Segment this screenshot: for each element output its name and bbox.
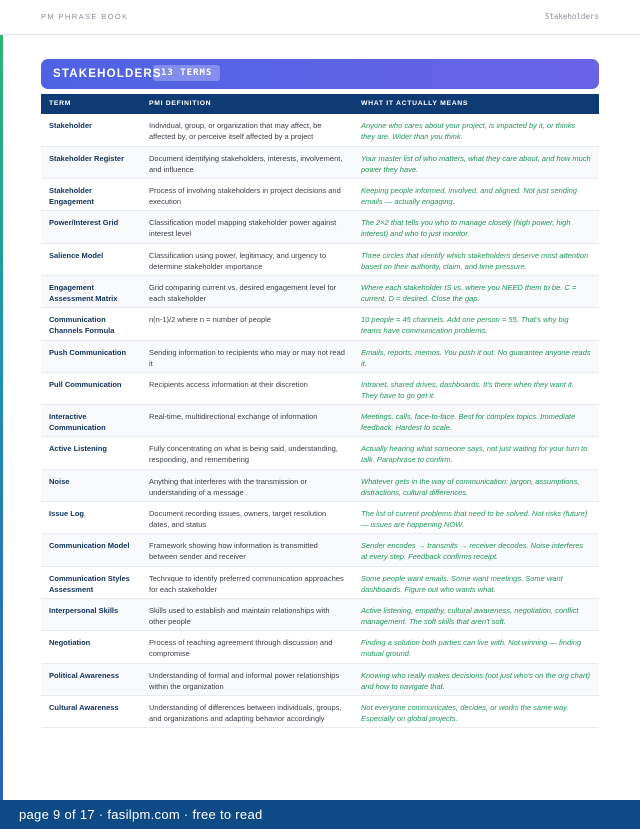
left-accent-bar (0, 34, 3, 800)
definition-cell: Process of involving stakeholders in project decisions and execution (149, 186, 341, 207)
section-title: STAKEHOLDERS (53, 68, 162, 80)
definition-cell: Individual, group, or organization that may affect, be affected by, or perceive itself affected by a project (149, 121, 322, 141)
table-row (41, 405, 599, 437)
table-row (41, 243, 599, 275)
term-cell: Negotiation (49, 638, 91, 648)
meaning-cell: The list of current problems that need to be solved. Not risks (future) — issues are happening NOW. (361, 509, 588, 530)
definition-cell: Understanding of formal and informal power relationships within the organization (149, 670, 340, 691)
meaning-cell: Where each stakeholder IS vs. where you NEED them to be. C = current, D = desired. Close the gap. (361, 282, 577, 303)
table-row (41, 469, 599, 501)
table-row (41, 598, 599, 630)
term-cell: Noise (49, 476, 70, 486)
definition-cell: Anything that interferes with the transmission or understanding of a message (149, 476, 307, 497)
glossary-table (41, 94, 599, 728)
table-row (41, 534, 599, 566)
meaning-cell: Actually hearing what someone says, not just waiting for your turn to talk. Paraphrase to confirm. (361, 444, 588, 465)
term-cell: Engagement Assessment Matrix (49, 282, 118, 303)
table-row (41, 340, 599, 372)
footer-text: page 9 of 17 · fasilpm.com · free to read (19, 807, 263, 822)
term-cell: Issue Log (49, 509, 85, 519)
table-row (41, 695, 599, 727)
table-row (41, 502, 599, 534)
table-row (41, 211, 599, 243)
meaning-cell: Whatever gets in the way of communication: jargon, assumptions, distractions, cultural differences. (361, 476, 580, 497)
term-count-badge: 13 TERMS (153, 65, 220, 81)
meaning-cell: Keeping people informed, involved, and aligned. Not just sending emails — actually engaging. (361, 186, 577, 207)
meaning-cell: Sender encodes → transmits → receiver decodes. Noise interferes at every step. Feedback confirms receipt. (361, 541, 584, 562)
meaning-cell: Three circles that identify which stakeholders deserve most attention based on their authority, claim, and time pressure. (361, 250, 589, 271)
table-row (41, 663, 599, 695)
table-row (41, 179, 599, 211)
table-row (41, 566, 599, 598)
meaning-cell: Emails, reports, memos. You push it out. No guarantee anyone reads it. (361, 347, 591, 368)
column-header-term: TERM (49, 100, 72, 107)
top-header (0, 0, 640, 35)
definition-cell: Recipients access information at their discretion (149, 379, 308, 389)
meaning-cell: Finding a solution both parties can live with. Not winning — finding mutual ground. (361, 638, 582, 659)
column-header-definition: PMI DEFINITION (149, 100, 212, 107)
term-cell: Political Awareness (49, 670, 120, 680)
term-cell: Active Listening (49, 444, 107, 454)
table-row (41, 308, 599, 340)
definition-cell: Process of reaching agreement through discussion and compromise (149, 638, 333, 659)
meaning-cell: Knowing who really makes decisions (not just who's on the org chart) and how to navigate that. (361, 670, 591, 691)
term-cell: Interpersonal Skills (49, 605, 119, 615)
definition-cell: Skills used to establish and maintain relationships with other people (149, 605, 330, 626)
table-row (41, 437, 599, 469)
meaning-cell: Your master list of who matters, what they care about, and how much power they have. (361, 153, 591, 174)
meaning-cell: Intranet, shared drives, dashboards. It's there when they want it. They have to go get it. (361, 379, 574, 400)
column-header-meaning: WHAT IT ACTUALLY MEANS (361, 100, 469, 107)
table-row (41, 372, 599, 404)
term-cell: Pull Communication (49, 379, 122, 389)
term-cell: Stakeholder Register (49, 153, 125, 163)
definition-cell: Grid comparing current vs. desired engagement level for each stakeholder (149, 282, 337, 303)
definition-cell: Framework showing how information is transmitted between sender and receiver (149, 541, 318, 562)
definition-cell: n(n-1)/2 where n = number of people (149, 315, 271, 325)
term-cell: Stakeholder Engagement (49, 186, 95, 207)
meaning-cell: Meetings, calls, face-to-face. Best for complex topics. Immediate feedback. Hardest to scale. (361, 412, 576, 433)
definition-cell: Technique to identify preferred communication approaches for each stakeholder (149, 573, 344, 594)
meaning-cell: 10 people = 45 channels. Add one person = 55. That's why big teams have communication problems. (361, 315, 569, 336)
brand-label: PM PHRASE BOOK (41, 12, 129, 21)
term-cell: Stakeholder (49, 121, 92, 130)
definition-cell: Fully concentrating on what is being said, understanding, responding, and remembering (149, 444, 338, 465)
table-row (41, 275, 599, 307)
term-cell: Salience Model (49, 250, 104, 260)
definition-cell: Document recording issues, owners, target resolution dates, and status (149, 509, 327, 530)
term-cell: Push Communication (49, 347, 127, 357)
definition-cell: Classification model mapping stakeholder power against interest level (149, 218, 337, 239)
table-row (41, 114, 599, 146)
definition-cell: Real-time, multidirectional exchange of information (149, 412, 318, 422)
definition-cell: Document identifying stakeholders, interests, involvement, and influence (149, 153, 343, 174)
term-cell: Communication Model (49, 541, 130, 551)
meaning-cell: Not everyone communicates, decides, or works the same way. Especially on global projects. (361, 702, 569, 723)
term-cell: Communication Channels Formula (49, 315, 115, 336)
term-cell: Power/Interest Grid (49, 218, 119, 228)
definition-cell: Sending information to recipients who may or may not read it (149, 347, 345, 368)
table-header-row (41, 94, 599, 114)
section-banner (41, 59, 599, 89)
definition-cell: Classification using power, legitimacy, and urgency to determine stakeholder importance (149, 250, 327, 271)
section-label: Stakeholders (544, 12, 599, 21)
term-cell: Cultural Awareness (49, 702, 119, 712)
meaning-cell: Anyone who cares about your project, is impacted by it, or thinks they are. Wider than you think. (361, 121, 576, 141)
meaning-cell: The 2×2 that tells you who to manage closely (high power, high interest) and who to just monitor. (361, 218, 571, 239)
term-cell: Communication Styles Assessment (49, 573, 130, 594)
definition-cell: Understanding of differences between individuals, groups, and organizations and adapting behavior accordingly (149, 702, 342, 723)
meaning-cell: Some people want emails. Some want meetings. Some want dashboards. Figure out who wants what. (361, 573, 563, 594)
term-cell: Interactive Communication (49, 412, 106, 433)
table-row (41, 631, 599, 663)
meaning-cell: Active listening, empathy, cultural awareness, negotiation, conflict management. The soft skills that aren't soft. (361, 605, 579, 626)
page-footer (0, 800, 640, 829)
table-row (41, 146, 599, 178)
